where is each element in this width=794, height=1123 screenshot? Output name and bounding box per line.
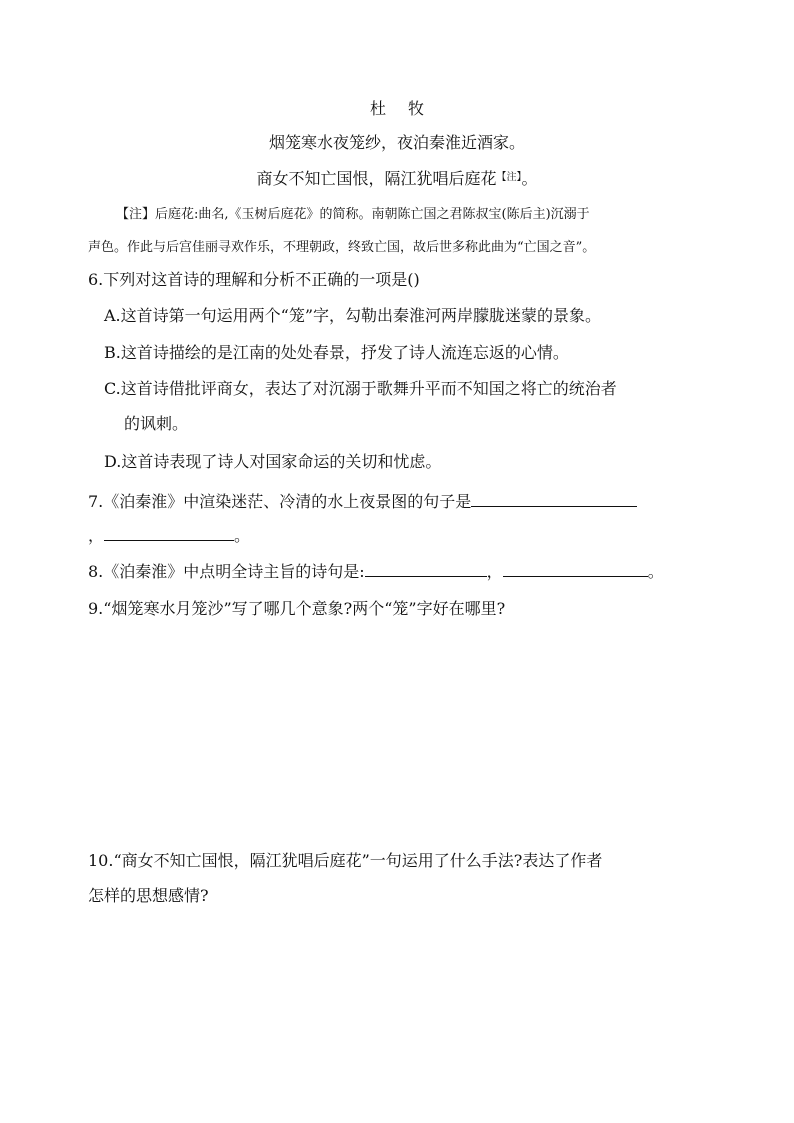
question-7-stem	[88, 490, 637, 514]
question-7-end: 。	[234, 526, 251, 545]
question-10-stem-cont: 怎样的思想感情?	[88, 886, 209, 905]
answer-area-9[interactable]	[88, 630, 708, 830]
poem-line-2-end: 。	[521, 169, 538, 188]
author-char-1: 杜	[369, 99, 386, 118]
answer-blank-7a[interactable]	[471, 490, 637, 507]
poem-author	[0, 97, 794, 121]
footnote-marker: 【注】	[496, 172, 522, 183]
question-6-option-c-cont: 的讽刺。	[124, 414, 189, 433]
question-8-end: 。	[647, 562, 664, 581]
question-7-cont	[88, 524, 250, 548]
question-8-text: 8.《泊秦淮》中点明全诗主旨的诗句是:	[88, 562, 365, 581]
answer-blank-8a[interactable]	[365, 560, 487, 577]
question-7-text: 7.《泊秦淮》中渲染迷茫、冷清的水上夜景图的句子是	[88, 492, 472, 511]
note-line-1: 【注】后庭花:曲名,《玉树后庭花》的简称。南朝陈亡国之君陈叔宝(陈后主)沉溺于	[116, 207, 590, 222]
answer-area-10[interactable]	[88, 920, 708, 1090]
question-10-stem: 10.“商女不知亡国恨，隔江犹唱后庭花”一句运用了什么手法?表达了作者	[88, 851, 603, 870]
question-6-option-b: B.这首诗描绘的是江南的处处春景，抒发了诗人流连忘返的心情。	[104, 343, 569, 362]
question-6-option-a: A.这首诗第一句运用两个“笼”字，勾勒出秦淮河两岸朦胧迷蒙的景象。	[104, 306, 602, 325]
poem-line-2	[0, 167, 794, 194]
answer-blank-8b[interactable]	[503, 560, 648, 577]
question-6-option-d: D.这首诗表现了诗人对国家命运的关切和忧虑。	[104, 452, 442, 471]
author-char-2: 牧	[408, 99, 425, 118]
question-9-stem: 9.“烟笼寒水月笼沙”写了哪几个意象?两个“笼”字好在哪里?	[88, 599, 506, 618]
poem-line-2-text: 商女不知亡国恨，隔江犹唱后庭花	[256, 169, 497, 188]
poem-line-1: 烟笼寒水夜笼纱，夜泊秦淮近酒家。	[268, 133, 525, 152]
question-6-option-c: C.这首诗借批评商女，表达了对沉溺于歌舞升平而不知国之将亡的统治者	[104, 379, 617, 398]
answer-blank-7b[interactable]	[104, 524, 234, 541]
question-6-stem: 6.下列对这首诗的理解和分析不正确的一项是()	[88, 270, 420, 289]
question-7-comma: ，	[88, 526, 105, 545]
question-8-comma: ，	[486, 562, 503, 581]
note-line-2: 声色。作此与后宫佳丽寻欢作乐，不理朝政，终致亡国，故后世多称此曲为“亡国之音”。	[88, 240, 596, 255]
question-8-stem	[88, 560, 664, 584]
